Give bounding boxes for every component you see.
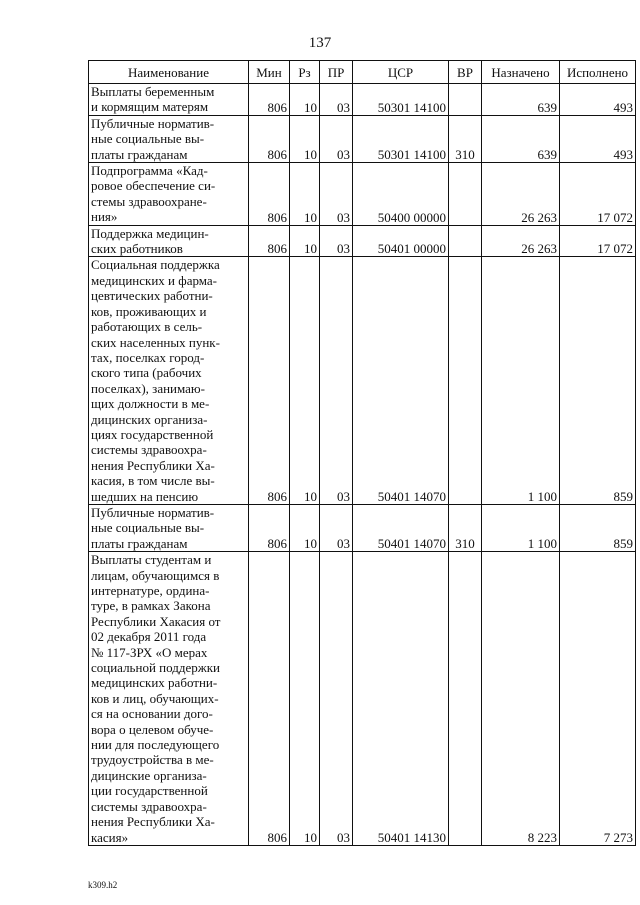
row-min: 806 (249, 257, 290, 505)
row-csr: 50401 00000 (353, 225, 449, 257)
row-assigned: 26 263 (482, 163, 560, 226)
header-pr: ПР (320, 61, 353, 84)
table-header-row (89, 61, 636, 84)
row-csr: 50400 00000 (353, 163, 449, 226)
header-min: Мин (249, 61, 290, 84)
row-csr: 50301 14100 (353, 84, 449, 116)
budget-table (88, 60, 636, 846)
row-pr: 03 (320, 163, 353, 226)
row-min: 806 (249, 504, 290, 551)
row-vr: 310 (449, 115, 482, 162)
row-vr (449, 552, 482, 846)
row-executed: 493 (560, 84, 636, 116)
row-rz: 10 (290, 504, 320, 551)
row-min: 806 (249, 163, 290, 226)
row-name: Выплаты студентам и лицам, обучающимся в интернатуре, ордина- туре, в рамках Закона Республики Хакасия от 02 декабря 2011 года № 117-ЗРХ «О мерах социальной поддержки медицинских работни- ков и лиц, обучающих- ся на основании дого- вора о целевом обуче- нии для последующего трудоустройства в ме- дицинские организа- ции государственной системы здравоохра- нения Республики Ха- касия» (89, 552, 249, 846)
row-min: 806 (249, 84, 290, 116)
row-executed: 17 072 (560, 163, 636, 226)
row-csr: 50301 14100 (353, 115, 449, 162)
row-pr: 03 (320, 225, 353, 257)
row-executed: 859 (560, 504, 636, 551)
row-rz: 10 (290, 115, 320, 162)
row-assigned: 639 (482, 84, 560, 116)
row-csr: 50401 14070 (353, 257, 449, 505)
table-row (89, 225, 636, 257)
row-name: Публичные норматив- ные социальные вы- платы гражданам (89, 115, 249, 162)
table-row (89, 552, 636, 846)
row-vr (449, 163, 482, 226)
row-name: Социальная поддержка медицинских и фарма- цевтических работни- ков, проживающих и работающих в сель- ских населенных пунк- тах, поселках город- ского типа (рабочих поселках), занимаю- щих должности в ме- дицинских организа- циях государственной системы здравоохра- нения Республики Ха- касия, в том числе вы- шедших на пенсию (89, 257, 249, 505)
row-rz: 10 (290, 225, 320, 257)
row-assigned: 1 100 (482, 504, 560, 551)
header-executed: Исполнено (560, 61, 636, 84)
footer-code: k309.h2 (88, 880, 118, 890)
row-vr (449, 225, 482, 257)
row-rz: 10 (290, 552, 320, 846)
row-executed: 17 072 (560, 225, 636, 257)
row-pr: 03 (320, 552, 353, 846)
header-assigned: Назначено (482, 61, 560, 84)
row-vr (449, 257, 482, 505)
row-vr (449, 84, 482, 116)
table-row (89, 115, 636, 162)
row-executed: 493 (560, 115, 636, 162)
row-rz: 10 (290, 84, 320, 116)
row-assigned: 1 100 (482, 257, 560, 505)
header-csr: ЦСР (353, 61, 449, 84)
row-assigned: 26 263 (482, 225, 560, 257)
table-row (89, 163, 636, 226)
row-pr: 03 (320, 257, 353, 505)
table-row (89, 84, 636, 116)
header-vr: ВР (449, 61, 482, 84)
row-name: Подпрограмма «Кад- ровое обеспечение си- стемы здравоохране- ния» (89, 163, 249, 226)
header-rz: Рз (290, 61, 320, 84)
row-min: 806 (249, 115, 290, 162)
row-executed: 859 (560, 257, 636, 505)
row-name: Поддержка медицин- ских работников (89, 225, 249, 257)
row-csr: 50401 14070 (353, 504, 449, 551)
table-row (89, 257, 636, 505)
row-pr: 03 (320, 504, 353, 551)
row-assigned: 8 223 (482, 552, 560, 846)
page-number: 137 (308, 35, 332, 51)
row-min: 806 (249, 225, 290, 257)
row-rz: 10 (290, 163, 320, 226)
row-executed: 7 273 (560, 552, 636, 846)
row-assigned: 639 (482, 115, 560, 162)
row-min: 806 (249, 552, 290, 846)
row-name: Публичные норматив- ные социальные вы- платы гражданам (89, 504, 249, 551)
table-row (89, 504, 636, 551)
row-vr: 310 (449, 504, 482, 551)
row-csr: 50401 14130 (353, 552, 449, 846)
row-pr: 03 (320, 115, 353, 162)
row-name: Выплаты беременным и кормящим матерям (89, 84, 249, 116)
row-pr: 03 (320, 84, 353, 116)
header-name: Наименование (89, 61, 249, 84)
row-rz: 10 (290, 257, 320, 505)
